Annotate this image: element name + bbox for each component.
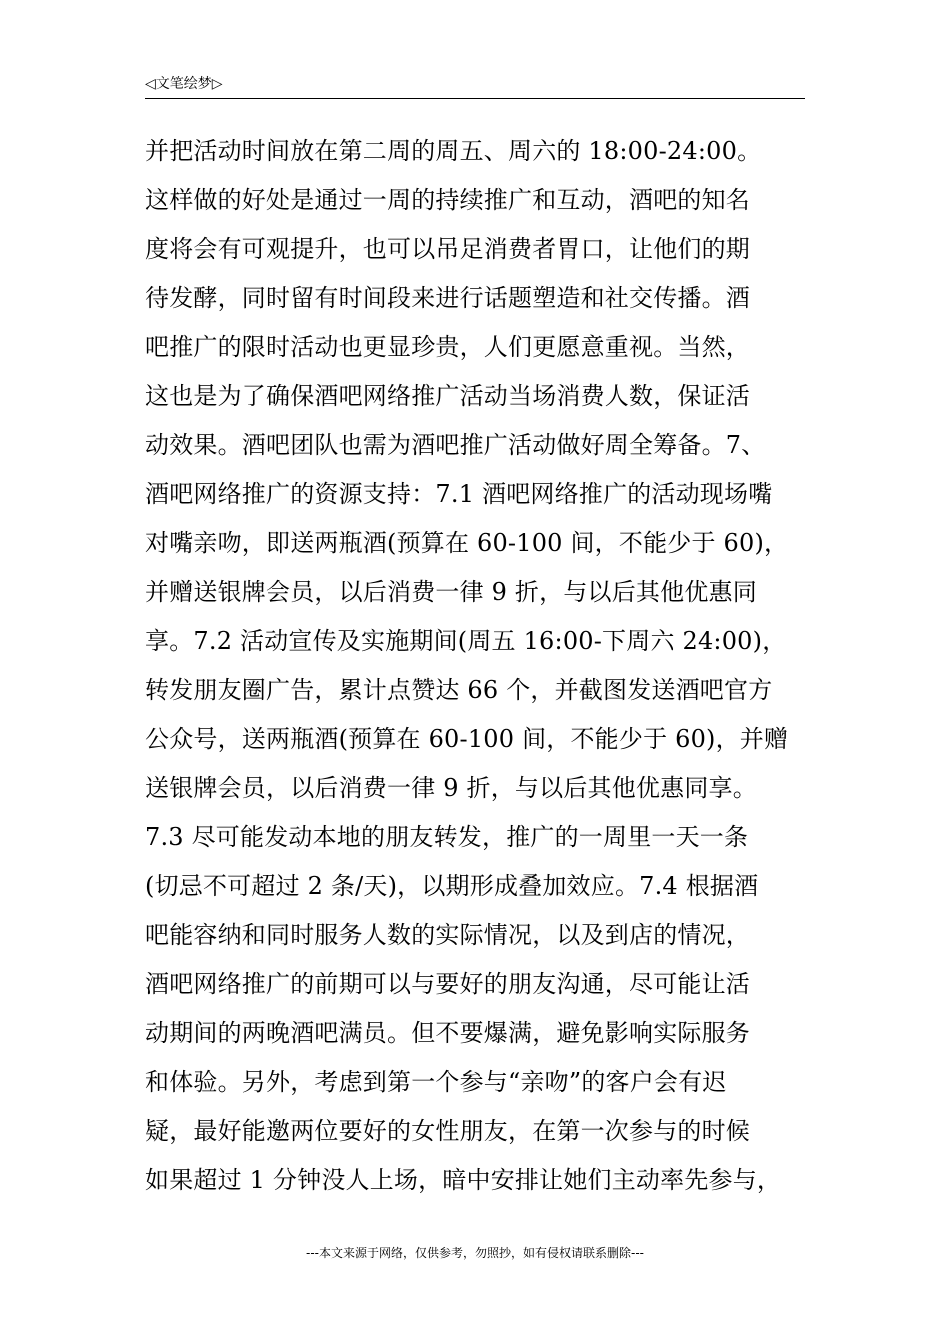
text-line: 对嘴亲吻，即送两瓶酒(预算在 60-100 间，不能少于 60)， (145, 529, 789, 557)
text-line: 并赠送银牌会员，以后消费一律 9 折，与以后其他优惠同 (145, 578, 757, 606)
text-line: 和体验。另外，考虑到第一个参与“亲吻”的客户会有迟 (145, 1068, 727, 1096)
text-line: 酒吧网络推广的前期可以与要好的朋友沟通，尽可能让活 (145, 970, 750, 998)
header-title: ◁文笔绘梦▷ (145, 76, 223, 92)
text-line: 酒吧网络推广的资源支持：7.1 酒吧网络推广的活动现场嘴 (145, 480, 773, 508)
text-line: 这也是为了确保酒吧网络推广活动当场消费人数，保证活 (145, 382, 750, 410)
text-line: 转发朋友圈广告，累计点赞达 66 个，并截图发送酒吧官方 (145, 676, 773, 704)
text-line: 并把活动时间放在第二周的周五、周六的 18:00-24:00。 (145, 137, 762, 165)
page-header (145, 74, 805, 99)
page-footer: ---本文来源于网络，仅供参考，勿照抄，如有侵权请联系删除--- (306, 1246, 644, 1260)
text-line: (切忌不可超过 2 条/天)，以期形成叠加效应。7.4 根据酒 (145, 872, 759, 900)
text-line: 这样做的好处是通过一周的持续推广和互动，酒吧的知名 (145, 186, 750, 214)
text-line: 待发酵，同时留有时间段来进行话题塑造和社交传播。酒 (145, 284, 750, 312)
body-text (145, 128, 815, 1206)
text-line: 动效果。酒吧团队也需为酒吧推广活动做好周全筹备。7、 (145, 431, 766, 459)
text-line: 送银牌会员，以后消费一律 9 折，与以后其他优惠同享。 (145, 774, 757, 802)
text-line: 公众号，送两瓶酒(预算在 60-100 间，不能少于 60)，并赠 (145, 725, 789, 753)
text-line: 疑，最好能邀两位要好的女性朋友，在第一次参与的时候 (145, 1117, 750, 1145)
text-line: 享。7.2 活动宣传及实施期间(周五 16:00-下周六 24:00)， (145, 627, 787, 655)
text-line: 如果超过 1 分钟没人上场，暗中安排让她们主动率先参与， (145, 1166, 782, 1194)
text-line: 动期间的两晚酒吧满员。但不要爆满，避免影响实际服务 (145, 1019, 750, 1047)
text-line: 7.3 尽可能发动本地的朋友转发，推广的一周里一天一条 (145, 823, 749, 851)
text-line: 吧推广的限时活动也更显珍贵，人们更愿意重视。当然， (145, 333, 750, 361)
text-line: 度将会有可观提升，也可以吊足消费者胃口，让他们的期 (145, 235, 750, 263)
text-line: 吧能容纳和同时服务人数的实际情况，以及到店的情况， (145, 921, 750, 949)
